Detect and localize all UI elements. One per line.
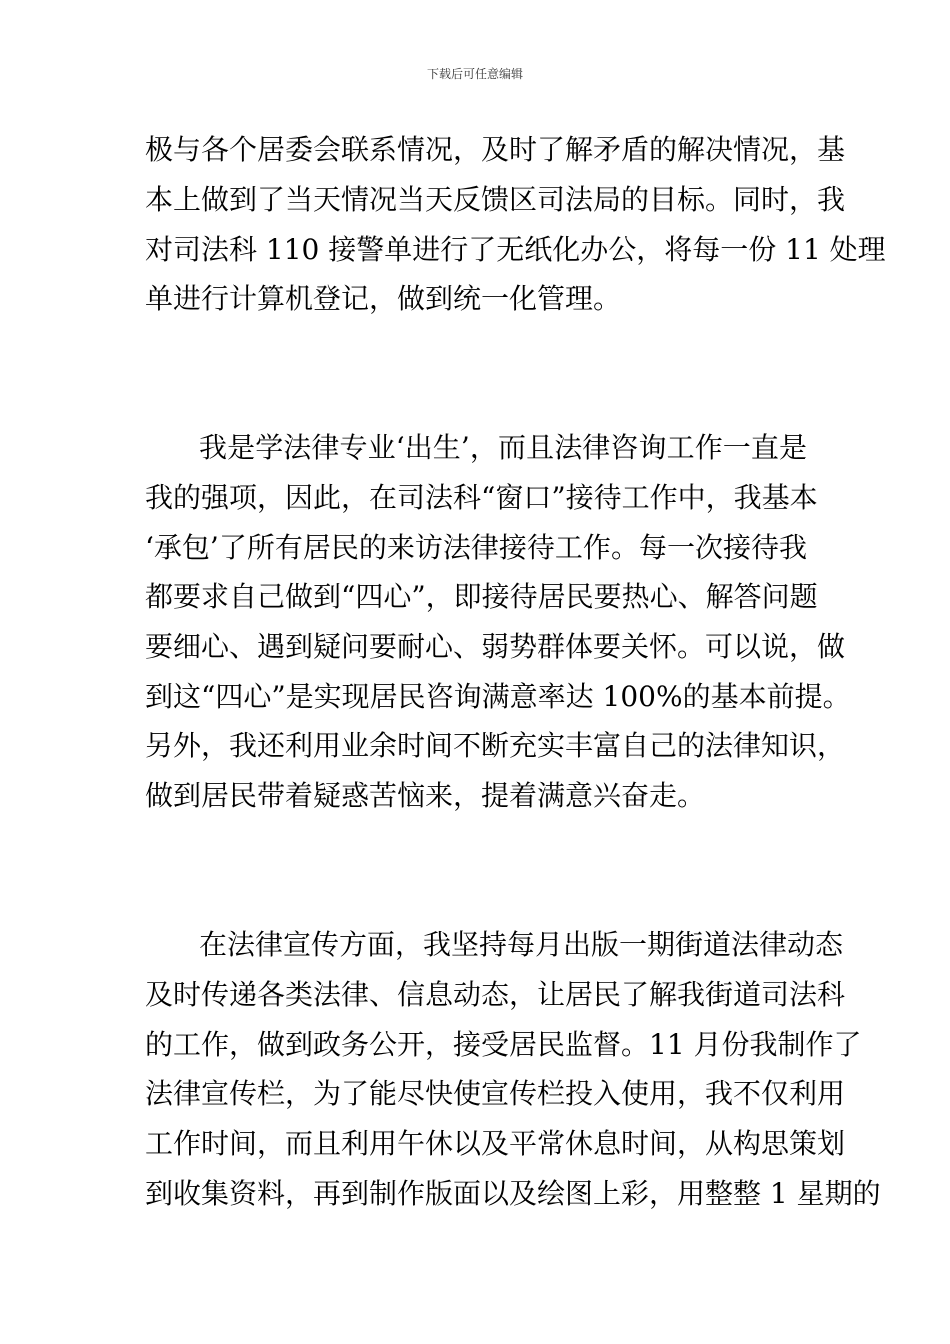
paragraph-line: 要细心、遇到疑问要耐心、弱势群体要关怀。可以说，做 (145, 630, 846, 663)
paragraph-line: 做到居民带着疑惑苦恼来，提着满意兴奋走。 (145, 779, 706, 812)
paragraph-line: 及时传递各类法律、信息动态，让居民了解我街道司法科 (145, 978, 846, 1011)
paragraph-line: 我的强项，因此，在司法科“窗口”接待工作中，我基本 (145, 481, 818, 514)
paragraph-line: 到这“四心”是实现居民咨询满意率达 100%的基本前提。 (145, 680, 851, 713)
paragraph-line: 到收集资料，再到制作版面以及绘图上彩，用整整 1 星期的 (145, 1177, 881, 1210)
paragraph-line: 另外，我还利用业余时间不断充实丰富自己的法律知识， (145, 729, 846, 762)
paragraph-line: 我是学法律专业‘出生’，而且法律咨询工作一直是 (199, 431, 807, 464)
paragraph-line: 都要求自己做到“四心”，即接待居民要热心、解答问题 (145, 580, 818, 613)
paragraph-line: 极与各个居委会联系情况，及时了解矛盾的解决情况，基 (145, 133, 846, 166)
paragraph-line: 工作时间，而且利用午休以及平常休息时间，从构思策划 (145, 1127, 846, 1160)
paragraph-line: 单进行计算机登记，做到统一化管理。 (145, 282, 622, 315)
paragraph-line: 在法律宣传方面，我坚持每月出版一期街道法律动态 (199, 928, 844, 961)
paragraph-line: 的工作，做到政务公开，接受居民监督。11 月份我制作了 (145, 1028, 862, 1061)
page-header: 下载后可任意编辑 (426, 67, 523, 81)
paragraph-line: 法律宣传栏，为了能尽快使宣传栏投入使用，我不仅利用 (145, 1077, 846, 1110)
paragraph-line: ‘承包’了所有居民的来访法律接待工作。每一次接待我 (145, 531, 807, 564)
paragraph-line: 对司法科 110 接警单进行了无纸化办公，将每一份 11 处理 (145, 233, 886, 266)
paragraph-line: 本上做到了当天情况当天反馈区司法局的目标。同时，我 (145, 183, 846, 216)
